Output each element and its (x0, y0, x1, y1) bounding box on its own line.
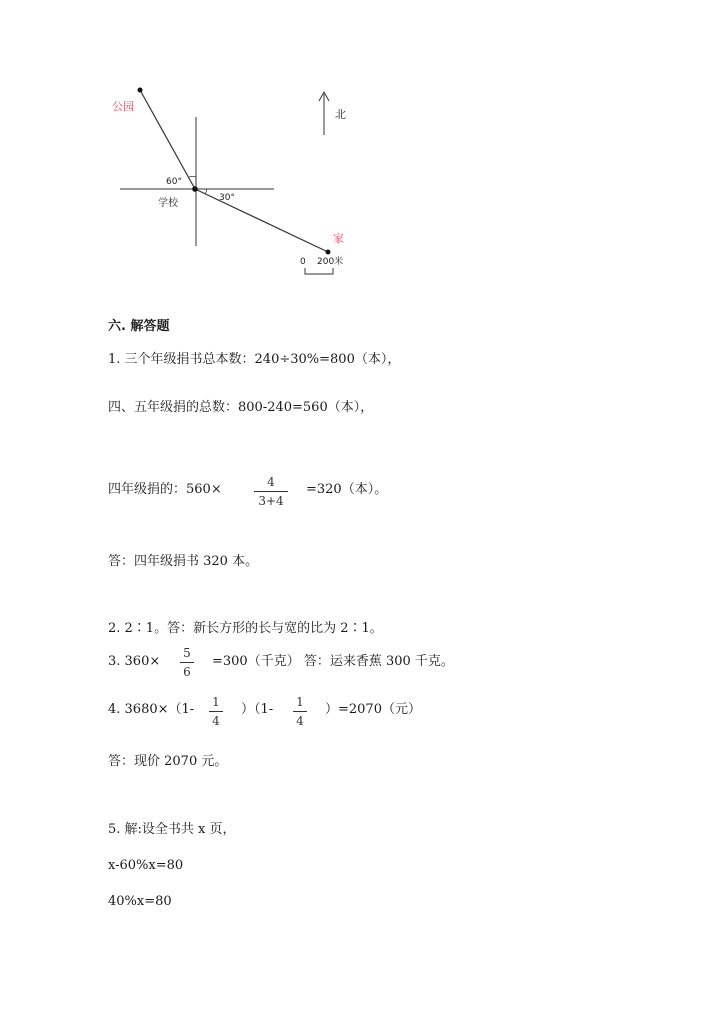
q4-fraction-2 (293, 695, 307, 728)
q5-equation-2: 40%x=80 (108, 894, 172, 909)
q1-grade4-calc-suffix: =320（本）。 (306, 482, 388, 497)
q5-setup: 5. 解:设全书共 x 页， (108, 822, 236, 837)
q3-fraction-numerator: 5 (183, 646, 191, 660)
q1-answer: 答：四年级捐书 320 本。 (108, 554, 259, 569)
q4-fraction-2-denominator: 4 (296, 714, 304, 728)
school-point (192, 186, 198, 192)
north-label: 北 (335, 108, 346, 121)
q1-fraction (254, 475, 288, 508)
q3-fraction (180, 646, 194, 679)
q4-prefix: 4. 3680×（1- (108, 702, 195, 717)
q1-fraction-numerator: 4 (267, 475, 275, 489)
home-label: 家 (333, 232, 344, 245)
q4-fraction-2-numerator: 1 (296, 695, 304, 709)
scale-zero-label: 0 (300, 257, 306, 267)
q1-fraction-denominator: 3+4 (258, 494, 284, 508)
q4-middle: ）（1- (241, 702, 274, 717)
angle-60-label: 60° (166, 177, 182, 187)
q4-fraction-1-denominator: 4 (212, 714, 220, 728)
park-point (138, 88, 143, 93)
q3-fraction-denominator: 6 (183, 665, 191, 679)
map-diagram (100, 80, 370, 290)
park-label: 公园 (112, 100, 134, 113)
q4-suffix: ）=2070（元） (325, 702, 421, 717)
q3-suffix: =300（千克） 答：运来香蕉 300 千克。 (212, 654, 454, 669)
q2-answer: 2. 2∶1。答：新长方形的长与宽的比为 2∶1。 (108, 621, 383, 636)
q1-total-books: 1. 三个年级捐书总本数：240÷30%=800（本）， (108, 352, 401, 367)
q4-answer: 答：现价 2070 元。 (108, 754, 228, 769)
q3-prefix: 3. 360× (108, 654, 161, 669)
section-title: 六. 解答题 (108, 319, 170, 334)
q4-fraction-1 (209, 695, 223, 728)
home-point (326, 250, 331, 255)
q1-grade4-calc-prefix: 四年级捐的：560× (108, 482, 222, 497)
angle-60-arc (189, 176, 196, 177)
school-label: 学校 (158, 198, 178, 209)
q4-fraction-1-numerator: 1 (212, 695, 220, 709)
angle-30-arc (205, 189, 207, 194)
scale-distance-label: 200米 (317, 257, 344, 267)
scale-bar (305, 268, 333, 274)
q1-grade45-total: 四、五年级捐的总数：800-240=560（本）， (108, 400, 374, 415)
school-home-line (195, 189, 328, 252)
angle-30-label: 30° (219, 193, 235, 203)
q5-equation-1: x-60%x=80 (108, 858, 184, 873)
school-park-line (140, 90, 195, 189)
